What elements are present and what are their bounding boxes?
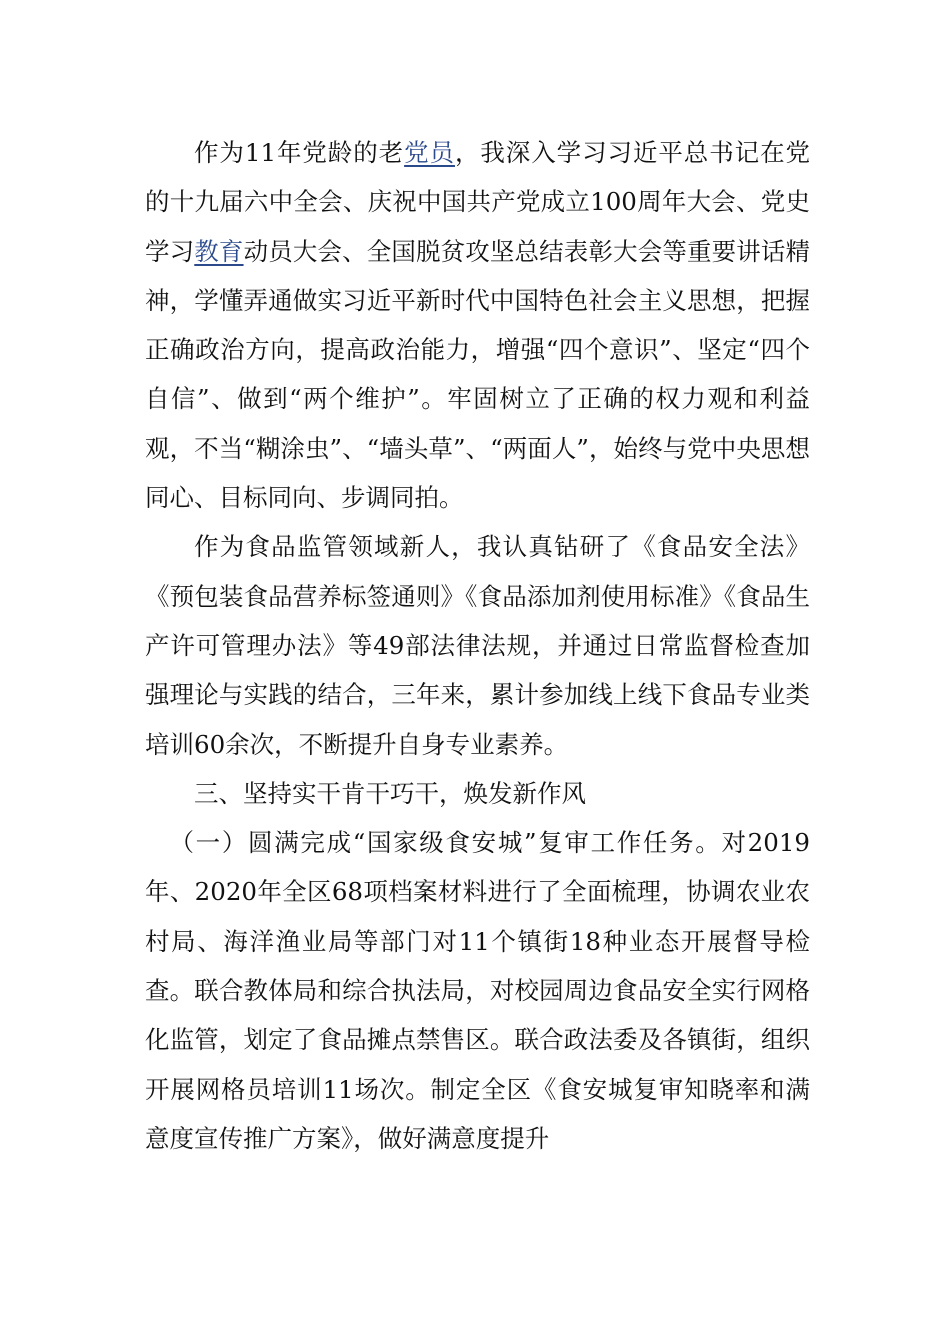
paragraph-food-safety-city: （一）圆满完成“国家级食安城”复审工作任务。对2019年、2020年全区68项档案材料进行了全面梳理，协调农业农村局、海洋渔业局等部门对11个镇街18种业态开展督导检查。联合教体局和综合执法局，对校园周边食品安全实行网格化监管，划定了食品摊点禁售区。联合政法委及各镇街，组织开展网格员培训11场次。制定全区《食安城复审知晓率和满意度宣传推广方案》，做好满意度提升 — [145, 828, 810, 1153]
link-education[interactable]: 教育 — [194, 236, 244, 266]
link-party-member[interactable]: 党员 — [404, 138, 455, 167]
paragraph-text: 作为11年党龄的老 — [194, 138, 405, 167]
section-heading: 三、坚持实干肯干巧干，焕发新作风 — [194, 778, 586, 808]
paragraph-text: 动员大会、全国脱贫攻坚总结表彰大会等重要讲话精神，学懂弄通做实习近平新时代中国特色社会主义思想，把握正确政治方向，提高政治能力，增强“四个意识”、坚定“四个自信”、做到“两个维护”。牢固树立了正确的权力观和利益观，不当“糊涂虫”、“墙头草”、“两面人”，始终与党中央思想同心、目标同向、步调同拍。 — [145, 236, 811, 513]
paragraph-party-study — [145, 128, 810, 522]
paragraph-text: ，我深入学习习近平总书记在党的十九届六中全会、庆祝中国共产党成立100周年大会、党史学习 — [145, 138, 810, 266]
document-body — [145, 128, 810, 1163]
paragraph-food-regulation: 作为食品监管领域新人，我认真钻研了《食品安全法》《预包装食品营养标签通则》《食品添加剂使用标准》《食品生产许可管理办法》等49部法律法规，并通过日常监督检查加强理论与实践的结合，三年来，累计参加线上线下食品专业类培训60余次，不断提升自身专业素养。 — [145, 532, 810, 759]
